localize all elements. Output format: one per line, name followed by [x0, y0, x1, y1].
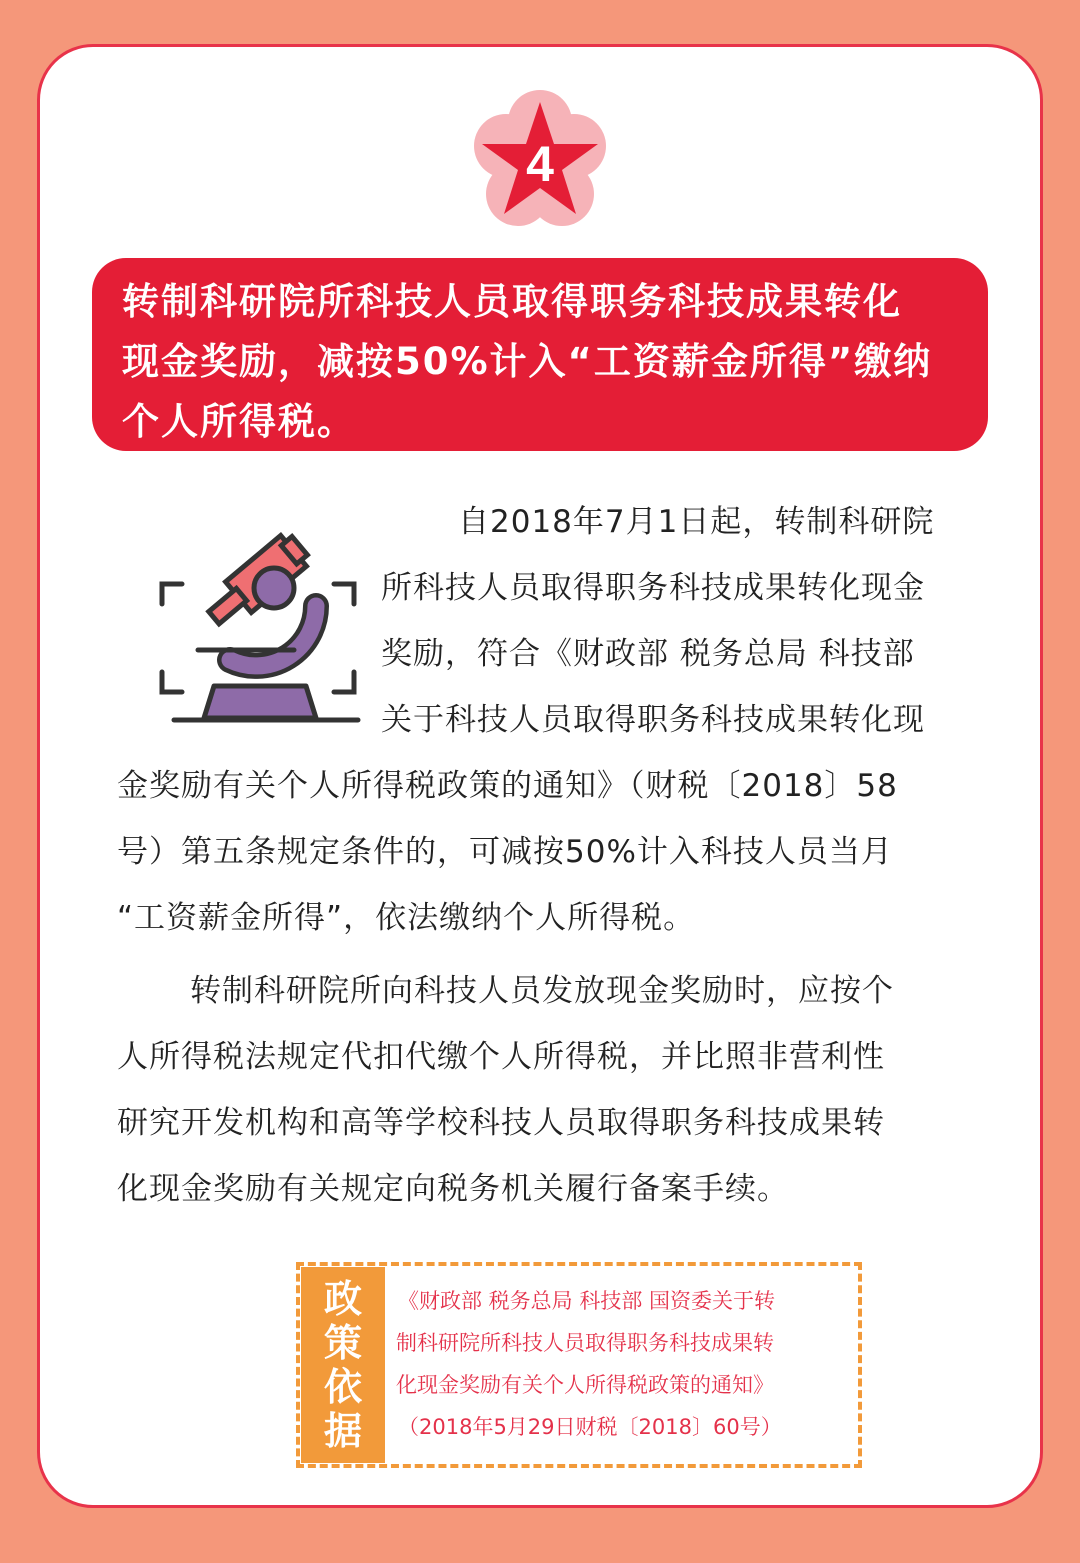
body-line: 化现金奖励有关规定向税务机关履行备案手续。	[117, 1171, 789, 1207]
policy-line: （2018年5月29日财税〔2018〕60号）	[398, 1415, 782, 1439]
title-line-1: 转制科研院所科技人员取得职务科技成果转化	[122, 280, 902, 323]
title-line-3: 个人所得税。	[122, 400, 356, 443]
policy-basis-label	[301, 1267, 385, 1463]
badge-number: 4	[526, 136, 554, 192]
policy-label-char: 策	[323, 1321, 362, 1365]
title-line-2: 现金奖励，减按50%计入“工资薪金所得”缴纳	[122, 340, 933, 383]
body-line: 号）第五条规定条件的，可减按50%计入科技人员当月	[117, 834, 893, 870]
policy-line: 化现金奖励有关个人所得税政策的通知》	[396, 1373, 774, 1397]
body-line: 奖励，符合《财政部 税务总局 科技部	[381, 636, 915, 672]
body-line: 转制科研院所向科技人员发放现金奖励时，应按个	[190, 973, 894, 1009]
policy-label-char: 政	[323, 1277, 362, 1321]
policy-label-char: 依	[323, 1365, 362, 1409]
body-line: “工资薪金所得”，依法缴纳个人所得税。	[117, 900, 696, 936]
body-line: 关于科技人员取得职务科技成果转化现	[381, 702, 925, 738]
body-line: 研究开发机构和高等学校科技人员取得职务科技成果转	[117, 1105, 885, 1141]
microscope-icon	[158, 510, 362, 726]
body-line: 自2018年7月1日起，转制科研院	[458, 504, 935, 540]
policy-line: 《财政部 税务总局 科技部 国资委关于转	[398, 1289, 776, 1313]
title-banner	[92, 258, 988, 451]
body-line: 人所得税法规定代扣代缴个人所得税，并比照非营利性	[117, 1039, 885, 1075]
body-line: 所科技人员取得职务科技成果转化现金	[381, 570, 925, 606]
policy-label-char: 据	[323, 1409, 362, 1453]
body-line: 金奖励有关个人所得税政策的通知》（财税〔2018〕58	[117, 768, 898, 804]
policy-line: 制科研院所科技人员取得职务科技成果转	[396, 1331, 774, 1355]
star-badge	[470, 88, 610, 236]
